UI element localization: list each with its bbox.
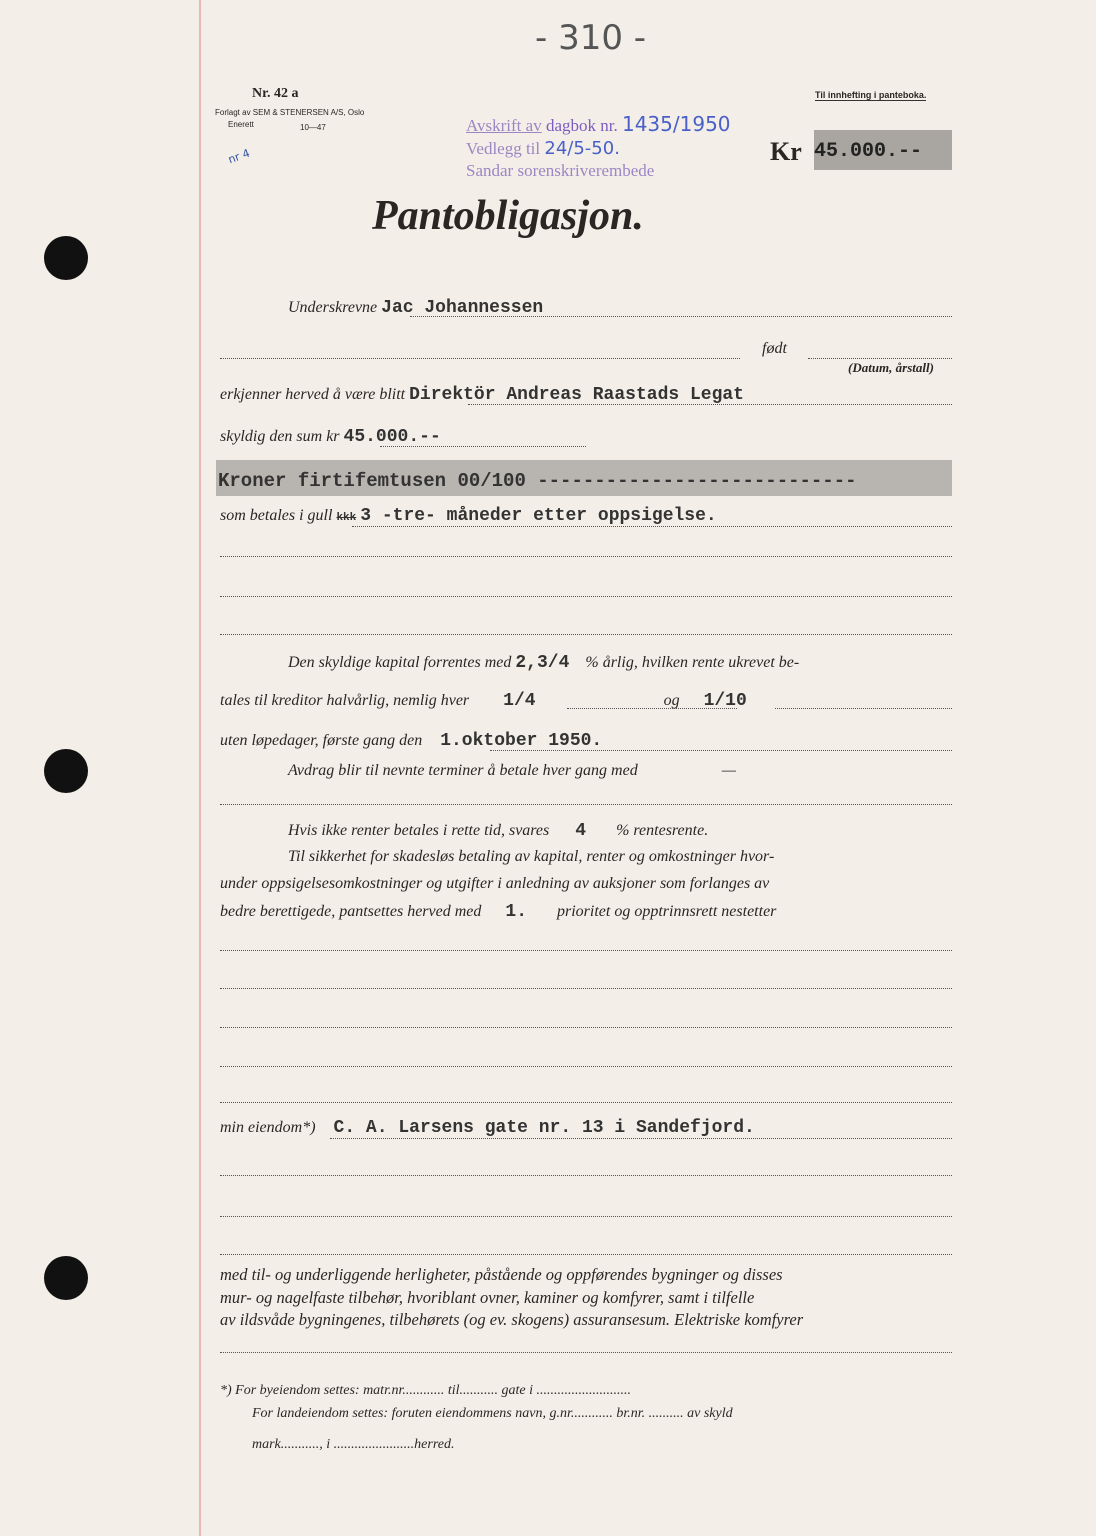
interest-rate: 2,3/4 (515, 653, 570, 673)
punch-hole (44, 1256, 88, 1300)
document-title: Pantobligasjon. (372, 193, 644, 239)
undersigned-row (288, 298, 1020, 322)
publisher: Forlagt av SEM & STENERSEN A/S, Oslo (215, 108, 365, 117)
binding-note: Til innhefting i panteboka. (815, 90, 927, 100)
stamp-line-2 (466, 138, 620, 159)
stamp-line-1 (466, 112, 731, 136)
undersigned-value: Jac Johannessen (381, 298, 544, 318)
clause-line-2: mur- og nagelfaste tilbehør, hvoriblant ovner, kaminer og komfyrer, samt i tilfelle (220, 1288, 755, 1307)
sum-value: 45.000.-- (343, 427, 441, 447)
stamp-line-3: Sandar sorenskriverembede (466, 161, 655, 180)
margin-line (199, 0, 201, 1536)
clause-line-3: av ildsvåde bygningenes, tilbehørets (og ev. skogens) assuransesum. Elektriske komfyrer (220, 1310, 804, 1329)
label: erkjenner herved å være blitt (220, 386, 406, 403)
label: bedre berettigede, pantsettes herved med (220, 903, 482, 920)
priority: 1. (505, 902, 527, 922)
label: tales til kreditor halvårlig, nemlig hver (220, 692, 470, 709)
security-line-2: under oppsigelsesomkostninger og utgifter i anledning av auksjoner som forlanges av (220, 875, 770, 892)
born-label: født (762, 340, 787, 357)
publisher-rights: Enerett (228, 120, 254, 129)
interest-row (288, 653, 952, 677)
label: Den skyldige kapital forrentes med (288, 654, 512, 671)
label: min eiendom*) (220, 1119, 316, 1136)
label: % rentesrente. (616, 822, 709, 839)
page-number: - 310 - (535, 18, 647, 58)
avdrag-value: — (721, 762, 736, 779)
first-date: 1.oktober 1950. (440, 731, 603, 751)
footnote-line-2: For landeiendom settes: foruten eiendommens navn, g.nr............ br.nr. .......... av skyld (252, 1406, 733, 1421)
property-value: C. A. Larsens gate nr. 13 i Sandefjord. (333, 1118, 755, 1138)
label: skyldig den sum kr (220, 428, 340, 445)
security-line-1: Til sikkerhet for skadesløs betaling av kapital, renter og omkostninger hvor- (288, 848, 775, 865)
born-hint: (Datum, årstall) (848, 360, 934, 375)
payable-strike: kkk (336, 512, 357, 524)
halfyear-row (220, 691, 952, 715)
vedlegg-date: 24/5-50. (544, 138, 620, 159)
label: Underskrevne (288, 299, 378, 316)
amount-box: 45.000.-- (814, 130, 952, 170)
late-interest-row (288, 821, 952, 845)
label: uten løpedager, første gang den (220, 732, 423, 749)
label: % årlig, hvilken rente ukrevet be- (585, 654, 800, 671)
amount-label: Kr (770, 137, 802, 166)
label: som betales i gull (220, 507, 333, 524)
dagbok-number: 1435/1950 (621, 112, 731, 136)
label: Avdrag blir til nevnte terminer å betale hver gang med (288, 762, 638, 779)
creditor-value: Direktör Andreas Raastads Legat (409, 385, 744, 405)
payable-value: 3 -tre- måneder etter oppsigelse. (360, 506, 717, 526)
label: Hvis ikke renter betales i rette tid, svares (288, 822, 550, 839)
sum-words: Kroner firtifemtusen 00/100 ---------------------------- (218, 470, 857, 492)
label: og (663, 692, 680, 709)
punch-hole (44, 749, 88, 793)
margin-note: nr 4 (226, 146, 252, 167)
late-rate: 4 (575, 821, 587, 841)
stamp-text: dagbok nr. (545, 116, 618, 135)
footnote-line-1: *) For byeiendom settes: matr.nr............ til........... gate i ........................... (220, 1383, 632, 1398)
label: prioritet og opptrinnsrett nestetter (557, 903, 777, 920)
creditor-row (220, 385, 952, 409)
clause-line-1: med til- og underliggende herligheter, påstående og oppførendes bygninger og disses (220, 1265, 783, 1284)
form-number: Nr. 42 a (252, 86, 299, 101)
footnote-line-3: mark..........., i .......................herred. (252, 1437, 455, 1452)
punch-hole (44, 236, 88, 280)
sum-row (220, 427, 952, 451)
stamp-text: Avskrift av (466, 116, 542, 135)
term-1: 1/4 (503, 691, 536, 711)
security-line-3 (220, 902, 952, 926)
first-payment-row (220, 731, 952, 755)
stamp-text: Vedlegg til (466, 139, 541, 158)
form-date: 10—47 (300, 123, 326, 132)
term-2: 1/10 (703, 691, 747, 711)
avdrag-row (288, 762, 952, 786)
